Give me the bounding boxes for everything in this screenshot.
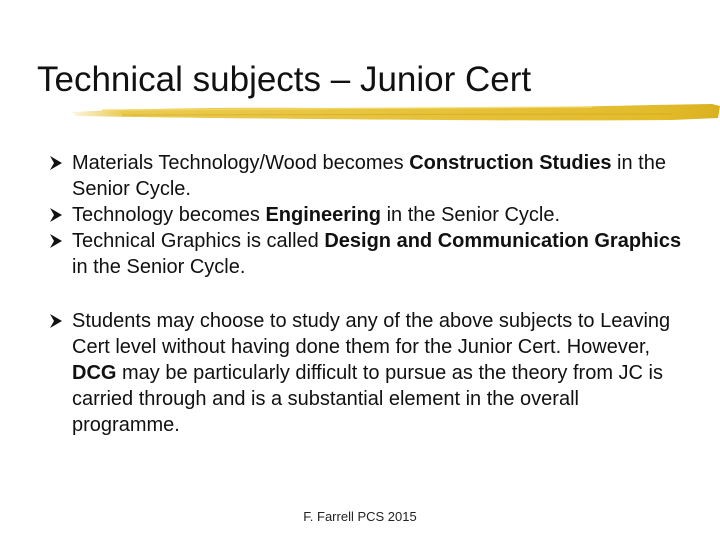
bullet-item [48,308,688,438]
footer-text: F. Farrell PCS 2015 [303,509,417,524]
chevron-arrow-icon [48,233,64,249]
chevron-arrow-icon [48,155,64,171]
bullet-text: Technical Graphics is called Design and Communication Graphics in the Senior Cycle. [72,230,682,278]
bullet-text: Students may choose to study any of the above subjects to Leaving Cert level without having done them for the Junior Cert. However, DCG may be particularly difficult to pursue as the theory from JC is carried through and is a substantial element in the overall programme. [72,310,671,436]
bullet-text: Materials Technology/Wood becomes Construction Studies in the Senior Cycle. [72,152,666,200]
chevron-arrow-icon [48,313,64,329]
bullet-list [48,150,688,438]
slide-footer [0,509,720,524]
slide-title: Technical subjects – Junior Cert [37,60,532,99]
bullet-item [48,202,688,228]
bullet-item [48,150,688,202]
bullet-text: Technology becomes Engineering in the Senior Cycle. [72,204,561,226]
title-underline-brush-stroke [72,98,720,128]
chevron-arrow-icon [48,207,64,223]
bullet-item [48,228,688,280]
